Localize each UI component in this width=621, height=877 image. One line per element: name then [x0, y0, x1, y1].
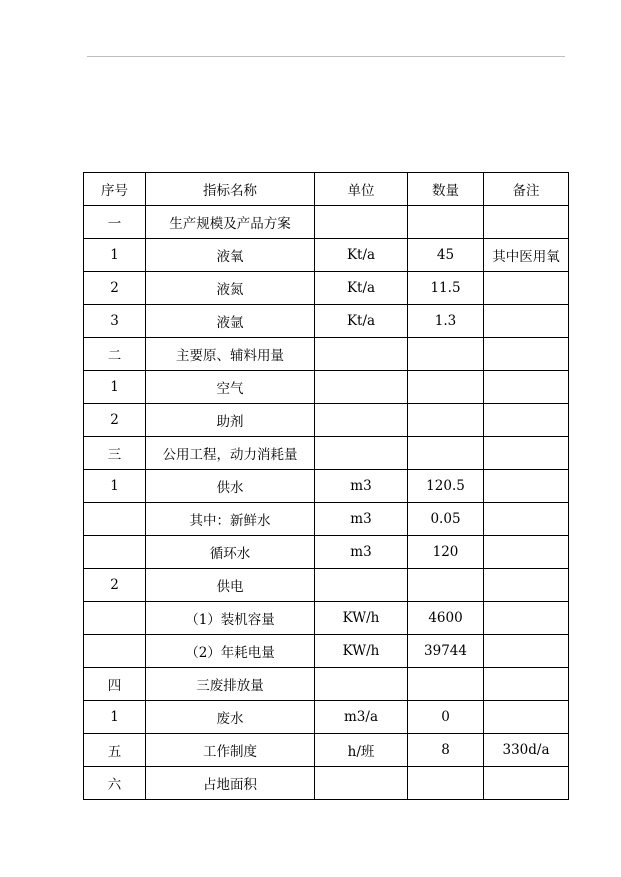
remark-cell [484, 404, 569, 437]
remark-cell [484, 437, 569, 470]
remark-cell: 其中医用氧 [484, 239, 569, 272]
seq-cell: 三 [84, 437, 146, 470]
quantity-cell [408, 668, 484, 701]
unit-cell: KW/h [315, 602, 408, 635]
seq-cell: 1 [84, 371, 146, 404]
indicator-cell: 主要原、辅料用量 [146, 338, 315, 371]
unit-cell [315, 668, 408, 701]
remark-cell [484, 338, 569, 371]
table-row [84, 569, 569, 602]
indicator-cell: 供电 [146, 569, 315, 602]
table-row [84, 305, 569, 338]
seq-cell [84, 635, 146, 668]
header-unit: 单位 [315, 173, 408, 206]
quantity-cell: 8 [408, 734, 484, 767]
table-row [84, 338, 569, 371]
indicator-cell: 液氩 [146, 305, 315, 338]
quantity-cell: 45 [408, 239, 484, 272]
table-row [84, 470, 569, 503]
unit-cell: Kt/a [315, 239, 408, 272]
unit-cell [315, 338, 408, 371]
indicator-cell: 助剂 [146, 404, 315, 437]
unit-cell: m3 [315, 470, 408, 503]
quantity-cell [408, 206, 484, 239]
remark-cell [484, 569, 569, 602]
indicator-cell: 占地面积 [146, 767, 315, 800]
remark-cell [484, 470, 569, 503]
table-row [84, 701, 569, 734]
quantity-cell: 39744 [408, 635, 484, 668]
table-row [84, 239, 569, 272]
indicator-cell: 空气 [146, 371, 315, 404]
seq-cell: 2 [84, 272, 146, 305]
remark-cell [484, 767, 569, 800]
header-remark: 备注 [484, 173, 569, 206]
quantity-cell: 0 [408, 701, 484, 734]
quantity-cell [408, 569, 484, 602]
indicator-cell: 废水 [146, 701, 315, 734]
remark-cell [484, 272, 569, 305]
header-quantity: 数量 [408, 173, 484, 206]
unit-cell: m3 [315, 503, 408, 536]
seq-cell: 六 [84, 767, 146, 800]
remark-cell [484, 371, 569, 404]
unit-cell [315, 437, 408, 470]
seq-cell [84, 503, 146, 536]
header-rule [87, 56, 565, 57]
unit-cell [315, 569, 408, 602]
unit-cell [315, 206, 408, 239]
seq-cell: 2 [84, 569, 146, 602]
indicator-cell: 液氧 [146, 239, 315, 272]
table-body [84, 206, 569, 800]
indicator-cell: 供水 [146, 470, 315, 503]
remark-cell [484, 503, 569, 536]
unit-cell: m3 [315, 536, 408, 569]
table-row [84, 272, 569, 305]
indicator-cell: 三废排放量 [146, 668, 315, 701]
unit-cell: KW/h [315, 635, 408, 668]
indicator-cell: （2）年耗电量 [146, 635, 315, 668]
quantity-cell [408, 371, 484, 404]
table-row [84, 668, 569, 701]
spec-table [83, 172, 569, 800]
seq-cell: 1 [84, 470, 146, 503]
quantity-cell: 0.05 [408, 503, 484, 536]
table-row [84, 767, 569, 800]
header-indicator: 指标名称 [146, 173, 315, 206]
quantity-cell: 120.5 [408, 470, 484, 503]
remark-cell [484, 305, 569, 338]
unit-cell: Kt/a [315, 272, 408, 305]
remark-cell [484, 536, 569, 569]
quantity-cell [408, 404, 484, 437]
table-header-row [84, 173, 569, 206]
unit-cell [315, 404, 408, 437]
indicator-cell: （1）装机容量 [146, 602, 315, 635]
seq-cell [84, 602, 146, 635]
seq-cell: 二 [84, 338, 146, 371]
seq-cell: 四 [84, 668, 146, 701]
quantity-cell: 120 [408, 536, 484, 569]
table-row [84, 437, 569, 470]
quantity-cell: 1.3 [408, 305, 484, 338]
header-seq: 序号 [84, 173, 146, 206]
quantity-cell: 11.5 [408, 272, 484, 305]
unit-cell [315, 371, 408, 404]
table-row [84, 503, 569, 536]
quantity-cell [408, 338, 484, 371]
quantity-cell [408, 437, 484, 470]
indicator-cell: 生产规模及产品方案 [146, 206, 315, 239]
remark-cell [484, 602, 569, 635]
indicator-cell: 其中：新鲜水 [146, 503, 315, 536]
quantity-cell [408, 767, 484, 800]
table-row [84, 371, 569, 404]
unit-cell: Kt/a [315, 305, 408, 338]
table-row [84, 635, 569, 668]
remark-cell [484, 635, 569, 668]
table-row [84, 404, 569, 437]
remark-cell [484, 206, 569, 239]
seq-cell [84, 536, 146, 569]
seq-cell: 1 [84, 239, 146, 272]
seq-cell: 3 [84, 305, 146, 338]
indicator-cell: 公用工程，动力消耗量 [146, 437, 315, 470]
remark-cell: 330d/a [484, 734, 569, 767]
unit-cell: h/班 [315, 734, 408, 767]
remark-cell [484, 668, 569, 701]
indicator-cell: 工作制度 [146, 734, 315, 767]
table-row [84, 734, 569, 767]
seq-cell: 2 [84, 404, 146, 437]
seq-cell: 五 [84, 734, 146, 767]
seq-cell: 一 [84, 206, 146, 239]
unit-cell [315, 767, 408, 800]
remark-cell [484, 701, 569, 734]
table-row [84, 536, 569, 569]
seq-cell: 1 [84, 701, 146, 734]
indicator-cell: 液氮 [146, 272, 315, 305]
indicator-cell: 循环水 [146, 536, 315, 569]
quantity-cell: 4600 [408, 602, 484, 635]
unit-cell: m3/a [315, 701, 408, 734]
table-row [84, 206, 569, 239]
table-row [84, 602, 569, 635]
